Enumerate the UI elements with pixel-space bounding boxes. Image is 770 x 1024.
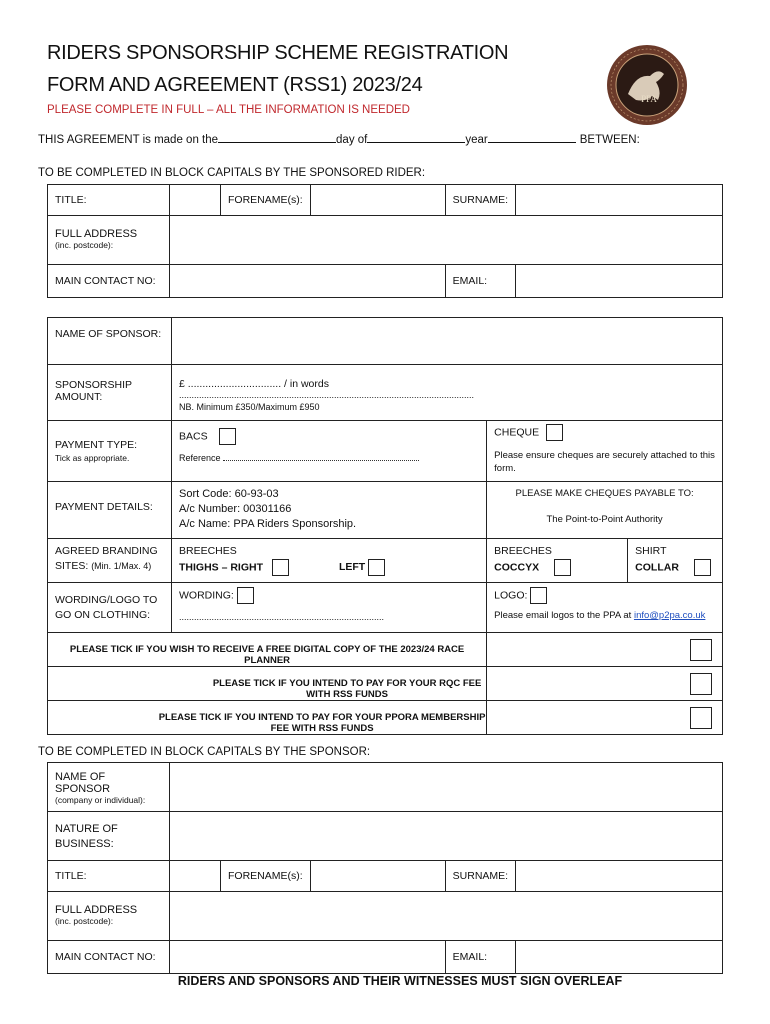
wording-field[interactable]: .................................................................................. xyxy=(179,612,385,622)
bacs-label: BACS xyxy=(179,430,208,443)
rider-address-label: FULL ADDRESS xyxy=(55,228,138,240)
sponsor-email-field[interactable] xyxy=(516,941,723,974)
sponsor-surname-label: SURNAME: xyxy=(452,870,509,882)
coccyx-checkbox[interactable] xyxy=(554,559,571,576)
race-planner-checkbox[interactable] xyxy=(690,639,712,661)
rider-email-label: EMAIL: xyxy=(452,275,488,287)
shirt-label: SHIRT xyxy=(635,545,667,557)
rider-email-field[interactable] xyxy=(516,265,723,298)
collar-checkbox[interactable] xyxy=(694,559,711,576)
month-field[interactable] xyxy=(367,142,465,143)
reference-field[interactable] xyxy=(223,460,419,461)
logo-text: PPA xyxy=(641,94,657,104)
logo-label: LOGO: xyxy=(494,589,528,602)
between-label: BETWEEN: xyxy=(579,134,640,146)
rider-surname-field[interactable] xyxy=(516,185,723,216)
sponsor-postcode-hint: (inc. postcode): xyxy=(55,916,114,926)
tick-approp-hint: Tick as appropriate. xyxy=(55,453,130,463)
rider-title-label: TITLE: xyxy=(55,194,87,206)
wording-checkbox[interactable] xyxy=(237,587,254,604)
ac-number: A/c Number: 00301166 xyxy=(179,503,292,515)
sponsor-address-label: FULL ADDRESS xyxy=(55,904,138,916)
rqc-fee-checkbox[interactable] xyxy=(690,673,712,695)
agreement-line xyxy=(38,134,640,146)
min-max-note: NB. Minimum £350/Maximum £950 xyxy=(179,402,320,412)
rider-postcode-hint: (inc. postcode): xyxy=(55,240,114,250)
sort-code: Sort Code: 60-93-03 xyxy=(179,488,279,500)
amount-label-2: AMOUNT: xyxy=(55,391,103,403)
rider-contact-field[interactable] xyxy=(170,265,446,298)
agreement-prefix: THIS AGREEMENT is made on the xyxy=(38,134,219,146)
sponsor-email-label: EMAIL: xyxy=(452,951,488,963)
coccyx-label: COCCYX xyxy=(494,561,540,574)
cheque-checkbox[interactable] xyxy=(546,424,563,441)
sponsor-title-label: TITLE: xyxy=(55,870,87,882)
cheque-note: Please ensure cheques are securely attached to this form. xyxy=(494,450,715,474)
thighs-right-label: THIGHS – RIGHT xyxy=(179,561,264,574)
ppora-fee-checkbox[interactable] xyxy=(690,707,712,729)
rider-forename-label: FORENAME(s): xyxy=(228,194,303,206)
company-or-individual-hint: (company or individual): xyxy=(55,795,146,805)
amount-label-1: SPONSORSHIP xyxy=(55,379,133,391)
sponsor-contact-field[interactable] xyxy=(170,941,446,974)
form-instruction: PLEASE COMPLETE IN FULL – ALL THE INFORMATION IS NEEDED xyxy=(47,104,410,116)
logo-checkbox[interactable] xyxy=(530,587,547,604)
collar-label: COLLAR xyxy=(635,561,679,574)
payment-details-label: PAYMENT DETAILS: xyxy=(55,501,153,513)
left-checkbox[interactable] xyxy=(368,559,385,576)
rider-address-field[interactable] xyxy=(170,216,723,265)
sponsorship-table xyxy=(47,317,723,735)
rider-section-heading: TO BE COMPLETED IN BLOCK CAPITALS BY THE SPONSORED RIDER: xyxy=(38,167,426,179)
cheque-label: CHEQUE xyxy=(494,426,540,439)
form-title-line-2: FORM AND AGREEMENT (RSS1) 2023/24 xyxy=(47,74,423,96)
wording-logo-label-1: WORDING/LOGO TO xyxy=(55,594,158,606)
thighs-right-checkbox[interactable] xyxy=(272,559,289,576)
year-label: year xyxy=(465,134,488,146)
sponsor-contact-label: MAIN CONTACT NO: xyxy=(55,951,156,963)
sponsor-surname-field[interactable] xyxy=(516,861,723,892)
reference-label: Reference xyxy=(179,453,221,463)
ppa-email-link[interactable]: info@p2pa.co.uk xyxy=(633,610,706,621)
breeches-label: BREECHES xyxy=(179,545,237,557)
rider-surname-label: SURNAME: xyxy=(452,194,509,206)
amount-words-field[interactable]: ...................................................................................................................... xyxy=(179,390,475,400)
branding-label-2: SITES: xyxy=(55,560,89,572)
breeches-coccyx-label: BREECHES xyxy=(494,545,552,557)
sponsor-section-heading: TO BE COMPLETED IN BLOCK CAPITALS BY THE SPONSOR: xyxy=(38,746,371,758)
sponsor-forename-label: FORENAME(s): xyxy=(228,870,303,882)
wording-logo-label-2: GO ON CLOTHING: xyxy=(55,609,151,621)
tick-race-planner-label: PLEASE TICK IF YOU WISH TO RECEIVE A FREE DIGITAL COPY OF THE 2023/24 RACE PLANNER xyxy=(69,644,465,666)
tick-ppora-fee-label: PLEASE TICK IF YOU INTEND TO PAY FOR YOUR PPORA MEMBERSHIP FEE WITH RSS FUNDS xyxy=(158,712,486,734)
amount-field[interactable]: £ ................................ / in words xyxy=(179,378,329,390)
sponsor-name-field[interactable] xyxy=(172,318,723,365)
payee: The Point-to-Point Authority xyxy=(546,514,663,525)
left-label: LEFT xyxy=(338,561,366,574)
rider-forename-field[interactable] xyxy=(310,185,445,216)
sponsor-name-label-2: NAME OF SPONSOR xyxy=(55,771,111,795)
form-title-line-1: RIDERS SPONSORSHIP SCHEME REGISTRATION xyxy=(47,42,509,64)
nature-of-business-field[interactable] xyxy=(170,812,723,861)
sponsor-name-label: NAME OF SPONSOR: xyxy=(55,328,162,340)
ac-name: A/c Name: PPA Riders Sponsorship. xyxy=(179,518,357,530)
day-of-label: day of xyxy=(336,134,368,146)
sponsor-name-field-2[interactable] xyxy=(170,763,723,812)
year-field[interactable] xyxy=(488,142,576,143)
day-field[interactable] xyxy=(218,142,336,143)
sponsor-forename-field[interactable] xyxy=(310,861,445,892)
email-logos-note: Please email logos to the PPA at xyxy=(494,610,632,621)
nature-label-1: NATURE OF xyxy=(55,823,118,835)
ppa-logo xyxy=(606,44,688,126)
sign-overleaf-footer: RIDERS AND SPONSORS AND THEIR WITNESSES MUST SIGN OVERLEAF xyxy=(177,974,623,988)
rider-title-field[interactable] xyxy=(170,185,221,216)
sponsor-title-field[interactable] xyxy=(170,861,221,892)
tick-rqc-fee-label: PLEASE TICK IF YOU INTEND TO PAY FOR YOUR RQC FEE WITH RSS FUNDS xyxy=(212,678,482,700)
branding-minmax: (Min. 1/Max. 4) xyxy=(91,561,152,571)
rider-table xyxy=(47,184,723,298)
bacs-checkbox[interactable] xyxy=(219,428,236,445)
rider-contact-label: MAIN CONTACT NO: xyxy=(55,275,156,287)
branding-label-1: AGREED BRANDING xyxy=(55,545,158,557)
sponsor-table xyxy=(47,762,723,974)
sponsor-address-field[interactable] xyxy=(170,892,723,941)
wording-label: WORDING: xyxy=(179,589,234,602)
cheques-payable-label: PLEASE MAKE CHEQUES PAYABLE TO: xyxy=(515,488,694,499)
payment-type-label: PAYMENT TYPE: xyxy=(55,439,138,451)
nature-label-2: BUSINESS: xyxy=(55,838,114,850)
